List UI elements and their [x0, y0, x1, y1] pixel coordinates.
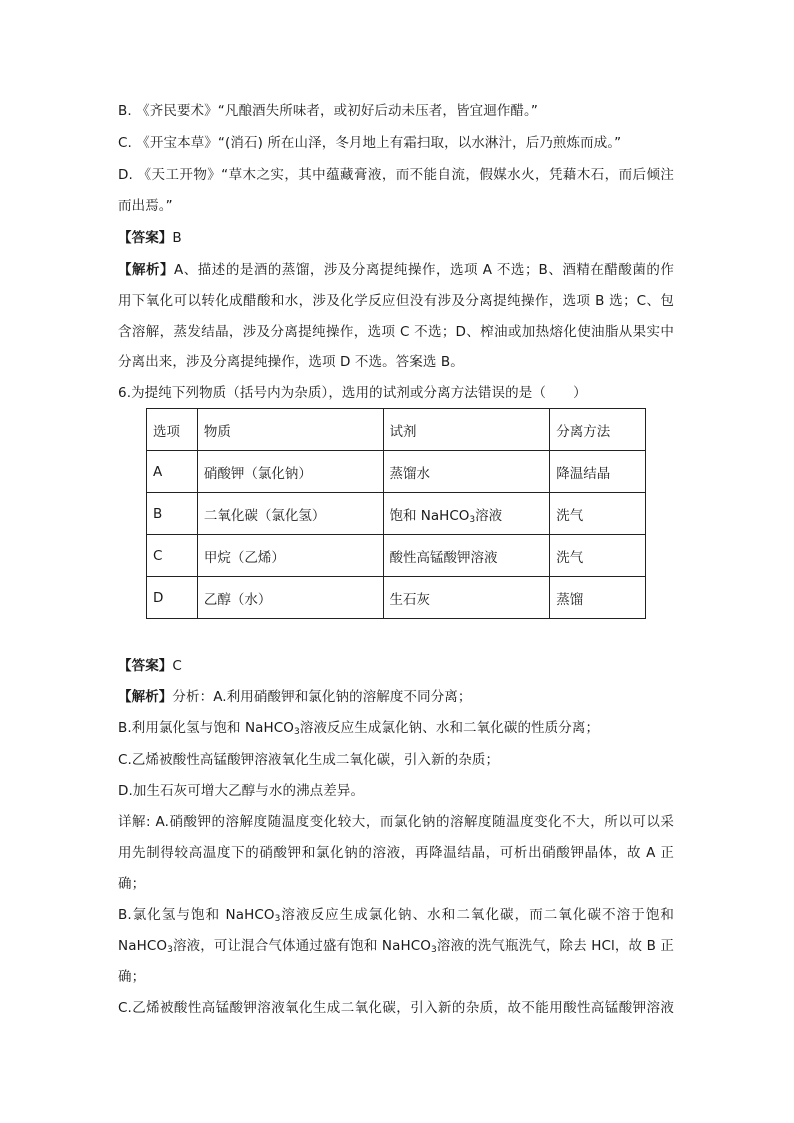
subscript: 3 [469, 514, 476, 525]
text-segment: 溶液，可让混合气体通过盛有饱和 NaHCO [172, 938, 431, 954]
table-cell: 二氧化碳（氯化氢） [197, 493, 383, 535]
detail-a-line-3: 确； [118, 876, 146, 892]
table-cell: D [147, 577, 198, 619]
table-row [147, 577, 646, 619]
table-cell: 蒸馏水 [383, 451, 550, 493]
question-6-table [146, 408, 646, 619]
analysis-label: 【解析】 [118, 262, 175, 278]
reagent-tail: 溶液 [475, 507, 503, 524]
table-header-row [147, 409, 646, 451]
header-cell: 物质 [197, 409, 383, 451]
table-row [147, 451, 646, 493]
answer-6 [118, 656, 182, 676]
detail-b-line-1 [118, 905, 674, 925]
analysis-5-line-1 [118, 260, 674, 280]
table-cell: 洗气 [550, 535, 646, 577]
answer-value: C [172, 658, 182, 674]
analysis-5-line-3: 含溶解，蒸发结晶，涉及分离提纯操作，选项 C 不选；D、榨油或加热熔化使油脂从果实中 [118, 324, 674, 340]
analysis-6-line-1 [118, 687, 472, 707]
table-cell: A [147, 451, 198, 493]
answer-label: 【答案】 [118, 658, 173, 674]
analysis-5-line-4: 分离出来，涉及分离提纯操作，选项 D 不选。答案选 B。 [118, 354, 464, 370]
option-b-line: B. 《齐民要术》“凡酿酒失所味者，或初好后动未压者，皆宜迴作醋。” [118, 103, 538, 119]
text-segment: 溶液反应生成氯化钠、水和二氧化碳，而二氧化碳不溶于饱和 [280, 907, 674, 923]
header-cell: 选项 [147, 409, 198, 451]
answer-label: 【答案】 [118, 230, 173, 246]
table-cell: 乙醇（水） [197, 577, 383, 619]
analysis-6-line-b [118, 718, 599, 738]
analysis-label: 【解析】 [118, 689, 173, 705]
text-segment: 溶液的洗气瓶洗气，除去 HCl，故 B 正 [436, 938, 674, 954]
table-cell: 洗气 [550, 493, 646, 535]
analysis-text: A、描述的是酒的蒸馏，涉及分离提纯操作，选项 A 不选；B、酒精在醋酸菌的作 [174, 262, 674, 278]
subscript: 3 [430, 945, 437, 955]
table-row [147, 493, 646, 535]
table-row [147, 535, 646, 577]
detail-c-line-1: C.乙烯被酸性高锰酸钾溶液氧化生成二氧化碳，引入新的杂质，故不能用酸性高锰酸钾溶液 [118, 1000, 674, 1016]
analysis-5-line-2: 用下氧化可以转化成醋酸和水，涉及化学反应但没有涉及分离提纯操作，选项 B 选；C、包 [118, 293, 674, 309]
option-d-line-cont: 而出焉。” [118, 198, 173, 214]
table-cell: 降温结晶 [550, 451, 646, 493]
header-cell: 分离方法 [550, 409, 646, 451]
table-cell: C [147, 535, 198, 577]
analysis-text: 分析：A.利用硝酸钾和氯化钠的溶解度不同分离； [172, 689, 472, 705]
table-cell: B [147, 493, 198, 535]
detail-b-line-2 [118, 936, 674, 956]
answer-5 [118, 228, 182, 248]
analysis-6-line-d: D.加生石灰可增大乙醇与水的沸点差异。 [118, 783, 365, 799]
table-cell: 甲烷（乙烯） [197, 535, 383, 577]
table-cell: 生石灰 [383, 577, 550, 619]
option-c-line: C. 《开宝本草》“(消石) 所在山泽，冬月地上有霜扫取，以水淋汁，后乃煎炼而成。” [118, 135, 622, 151]
subscript: 3 [167, 945, 173, 955]
detail-a-line-2: 用先制得较高温度下的硝酸钾和氯化钠的溶液，再降温结晶，可析出硝酸钾晶体，故 A 正 [118, 845, 674, 861]
subscript: 3 [274, 914, 281, 924]
table-cell: 酸性高锰酸钾溶液 [383, 535, 550, 577]
table-cell: 蒸馏 [550, 577, 646, 619]
text-segment: B.氯化氢与饱和 NaHCO [118, 907, 275, 923]
table-cell [383, 493, 550, 535]
text-segment: 溶液反应生成氯化钠、水和二氧化碳的性质分离； [299, 720, 600, 736]
header-cell: 试剂 [383, 409, 550, 451]
analysis-6-line-c: C.乙烯被酸性高锰酸钾溶液氧化生成二氧化碳，引入新的杂质； [118, 752, 500, 768]
text-segment: B.利用氯化氢与饱和 NaHCO [118, 720, 295, 736]
reagent-formula: 饱和 NaHCO [389, 507, 470, 524]
detail-b-line-3: 确； [118, 969, 146, 985]
answer-value: B [172, 230, 182, 246]
detail-a-line-1: 详解: A.硝酸钾的溶解度随温度变化较大，而氯化钠的溶解度随温度变化不大，所以可以采 [118, 814, 674, 830]
text-segment: NaHCO [118, 938, 168, 954]
option-d-line: D. 《天工开物》“草木之实，其中蕴藏膏液，而不能自流，假媒水火，凭藉木石，而后倾注 [118, 167, 674, 183]
table-cell: 硝酸钾（氯化钠） [197, 451, 383, 493]
subscript: 3 [294, 727, 300, 737]
question-6: 6.为提纯下列物质（括号内为杂质），选用的试剂或分离方法错误的是（ ） [118, 385, 587, 401]
